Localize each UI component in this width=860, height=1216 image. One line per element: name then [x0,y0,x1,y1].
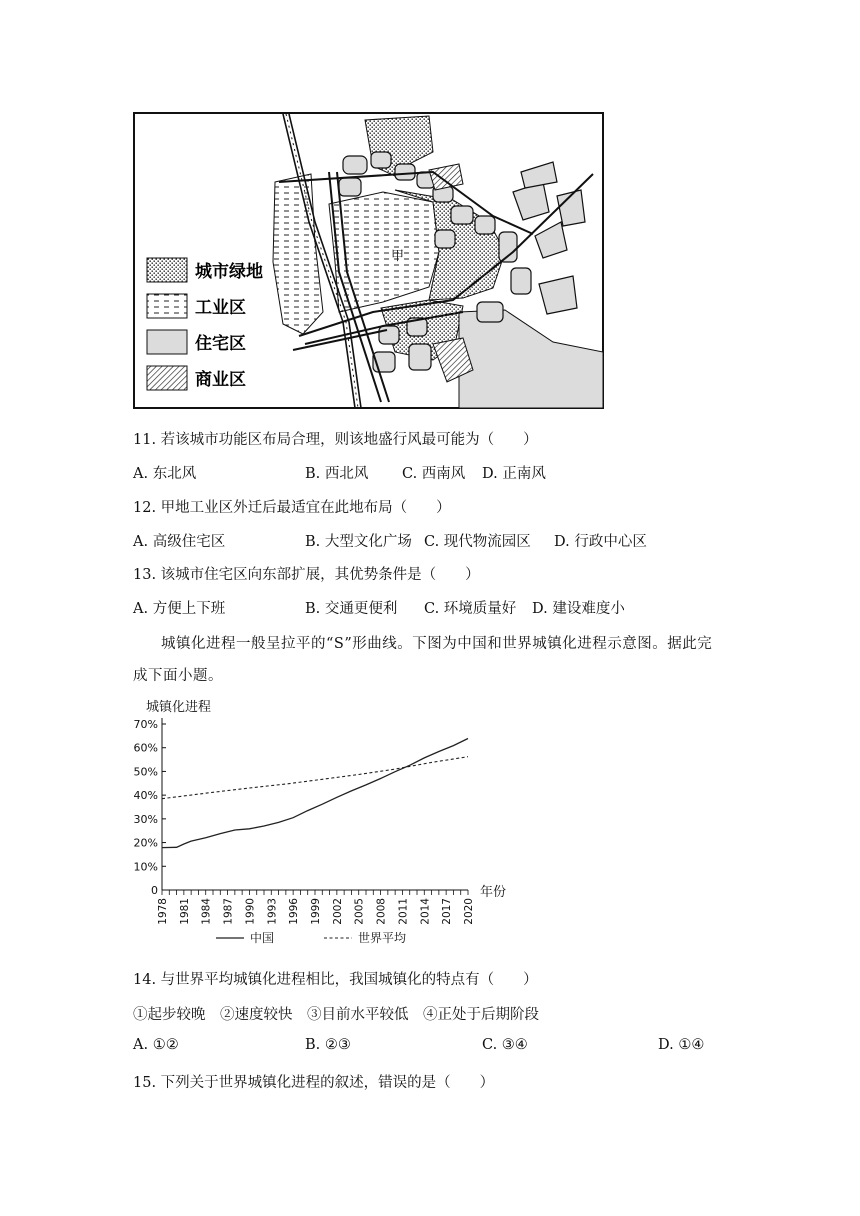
question-14: 14. 与世界平均城镇化进程相比，我国城镇化的特点有（ ） [133,972,538,988]
q13-option-c[interactable]: C. 环境质量好 [424,601,517,617]
question-12: 12. 甲地工业区外迁后最适宜在此地布局（ ） [133,500,451,516]
q11-option-d[interactable]: D. 正南风 [482,466,546,482]
y-tick-label: 30% [133,812,158,826]
x-tick-label: 2002 [331,898,344,925]
chart-title: 城镇化进程 [146,700,212,715]
question-11: 11. 若该城市功能区布局合理，则该地盛行风最可能为（ ） [133,432,538,448]
intro-line-2: 成下面小题。 [133,668,223,684]
world-series-line [162,757,468,799]
legend-world-label: 世界平均 [358,931,407,945]
question-15: 15. 下列关于世界城镇化进程的叙述，错误的是（ ） [133,1075,495,1091]
x-tick-label: 1987 [222,898,235,925]
q13-option-b[interactable]: B. 交通更便利 [305,601,398,617]
y-tick-label: 70% [133,718,158,731]
y-tick-label: 50% [133,765,158,779]
q12-option-a[interactable]: A. 高级住宅区 [133,534,226,550]
legend-china-label: 中国 [250,931,275,945]
q11-option-c[interactable]: C. 西南风 [402,466,466,482]
city-function-map [133,112,605,410]
x-tick-label: 2020 [463,898,475,925]
q12-option-c[interactable]: C. 现代物流园区 [424,534,531,550]
y-tick-label: 60% [133,741,158,755]
y-tick-label: 40% [133,789,158,803]
q13-option-a[interactable]: A. 方便上下班 [133,601,226,617]
x-tick-label: 2008 [375,898,388,925]
y-tick-label: 10% [133,860,158,874]
x-tick-label: 1996 [288,898,301,925]
q11-option-a[interactable]: A. 东北风 [133,466,197,482]
q13-option-d[interactable]: D. 建设难度小 [532,601,625,617]
x-tick-label: 1999 [310,898,322,925]
q12-option-d[interactable]: D. 行政中心区 [554,534,647,550]
x-tick-label: 1981 [178,898,191,925]
map-label-jia: 甲 [391,249,405,264]
x-tick-label: 2005 [353,898,366,925]
x-tick-label: 2011 [397,898,410,925]
intro-line-1: 城镇化进程一般呈拉平的“S”形曲线。下图为中国和世界城镇化进程示意图。据此完 [161,636,713,652]
y-tick-label: 0 [151,884,158,897]
x-tick-label: 1978 [157,898,169,925]
x-tick-label: 1984 [200,898,213,925]
legend-residential: 住宅区 [195,334,246,354]
x-axis-label: 年份 [480,885,507,900]
question-13: 13. 该城市住宅区向东部扩展，其优势条件是（ ） [133,567,480,583]
q11-option-b[interactable]: B. 西北风 [305,466,369,482]
legend-green-space: 城市绿地 [195,262,263,282]
legend-industrial: 工业区 [195,298,246,318]
x-tick-label: 2014 [419,898,432,925]
q14-option-a[interactable]: A. ①② [133,1037,179,1053]
x-tick-label: 1993 [266,898,279,925]
q12-option-b[interactable]: B. 大型文化广场 [305,534,412,550]
q14-statements: ①起步较晚 ②速度较快 ③目前水平较低 ④正处于后期阶段 [133,1007,539,1023]
urbanization-line-chart [120,694,540,954]
q14-option-b[interactable]: B. ②③ [305,1037,351,1053]
legend-commercial: 商业区 [195,370,246,390]
x-tick-label: 2017 [441,898,454,925]
y-tick-label: 20% [133,836,158,850]
q14-option-c[interactable]: C. ③④ [482,1037,528,1053]
x-tick-label: 1990 [244,898,257,925]
q14-option-d[interactable]: D. ①④ [658,1037,705,1053]
